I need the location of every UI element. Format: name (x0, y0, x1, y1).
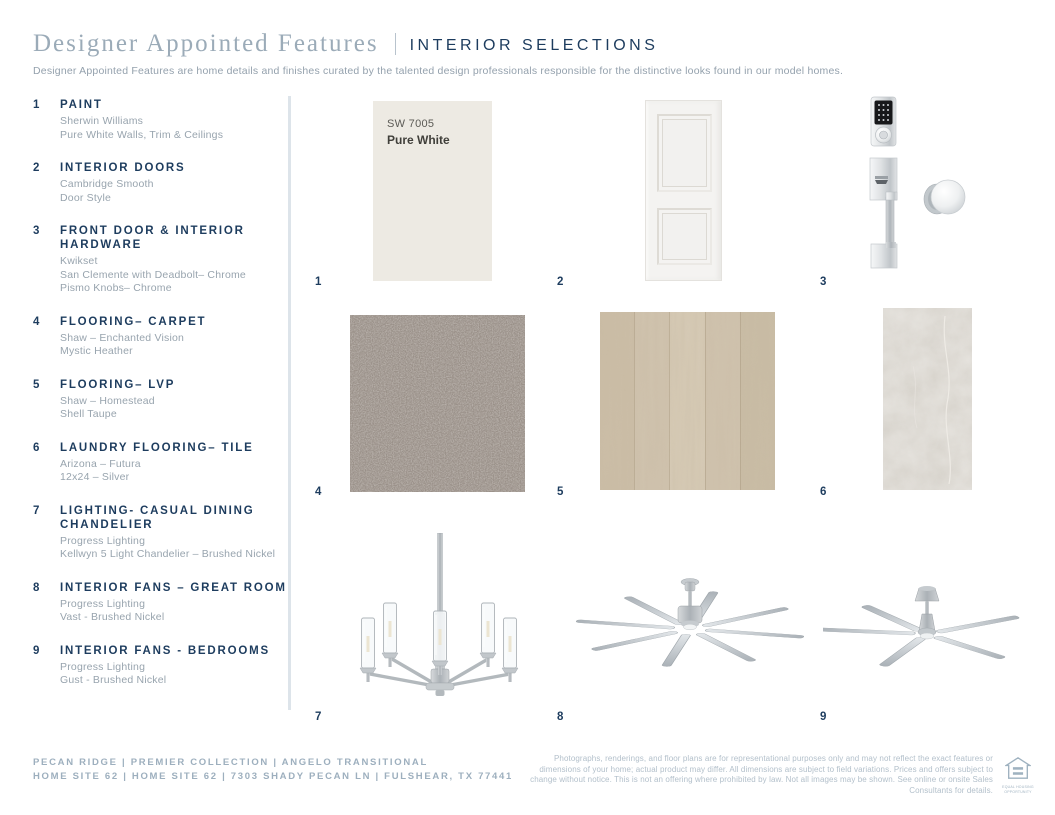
item-number: 8 (33, 581, 40, 594)
item-detail: Kellwyn 5 Light Chandelier – Brushed Nickel (60, 548, 276, 560)
list-item-fans-great-room (33, 581, 287, 625)
item-number: 3 (33, 225, 40, 237)
item-detail: Shaw – Homestead (60, 394, 155, 407)
item-detail: Progress Lighting (60, 660, 146, 673)
footer-community-info (33, 756, 513, 784)
list-item-flooring-lvp (33, 378, 287, 422)
page-header (33, 30, 658, 58)
figure-label-9: 9 (820, 711, 827, 723)
figure-label-6: 6 (820, 486, 827, 498)
footer-community-line: PECAN RIDGE | PREMIER COLLECTION | ANGELO TRANSITIONAL (33, 757, 428, 768)
equal-housing-text-1: EQUAL HOUSING (1002, 785, 1034, 789)
item-title: INTERIOR FANS - BEDROOMS (60, 644, 270, 657)
list-item-flooring-carpet (33, 315, 287, 359)
item-detail: Arizona – Futura (60, 457, 141, 470)
figure-label-7: 7 (315, 711, 322, 723)
footer-homesite-line: HOME SITE 62 | HOME SITE 62 | 7303 SHADY PECAN LN | FULSHEAR, TX 77441 (33, 771, 513, 782)
item-title: FLOORING– LVP (60, 378, 176, 391)
item-title: INTERIOR DOORS (60, 162, 186, 174)
paint-name: Pure White (387, 133, 450, 147)
item-title: FLOORING– CARPET (60, 315, 207, 328)
equal-housing-house-icon (1005, 757, 1031, 779)
item-number: 9 (33, 644, 40, 657)
paint-swatch-image (373, 101, 492, 281)
item-number: 6 (33, 441, 40, 454)
carpet-swatch-image (350, 315, 525, 492)
door-panel-top (657, 114, 712, 192)
bedroom-fan-image (823, 585, 1043, 690)
item-detail: Gust - Brushed Nickel (60, 674, 167, 686)
item-title: LIGHTING- CASUAL DINING CHANDELIER (60, 504, 255, 531)
item-detail: Vast - Brushed Nickel (60, 611, 165, 623)
door-hardware-image (858, 92, 980, 280)
item-detail: Progress Lighting (60, 534, 146, 547)
figure-label-4: 4 (315, 486, 322, 498)
item-title: INTERIOR FANS – GREAT ROOM (60, 581, 287, 594)
paint-code: SW 7005 (387, 118, 435, 130)
list-item-interior-doors (33, 161, 287, 205)
item-detail: Shell Taupe (60, 408, 117, 420)
item-title: PAINT (60, 99, 103, 111)
item-detail: Sherwin Williams (60, 115, 144, 127)
item-detail: Mystic Heather (60, 345, 133, 357)
list-item-laundry-tile (33, 441, 287, 485)
page-title: Designer Appointed Features (33, 30, 379, 57)
item-number: 5 (33, 378, 40, 391)
item-detail: Kwikset (60, 255, 98, 267)
vertical-divider (288, 96, 291, 710)
item-number: 7 (33, 504, 40, 517)
lvp-swatch-image (600, 312, 775, 490)
item-detail: San Clemente with Deadbolt– Chrome (60, 268, 246, 281)
equal-housing-logo (1002, 757, 1034, 794)
page-subtitle: INTERIOR SELECTIONS (409, 36, 659, 54)
item-detail: Pure White Walls, Trim & Ceilings (60, 128, 224, 141)
figure-label-5: 5 (557, 486, 564, 498)
footer-disclaimer: Photographs, renderings, and floor plans are for representational purposes only and may not reflect the exact features or dimensions of your home; actual product may differ. All dimensions are subject to field variations. Prices and offers subject to change without notice. This is not an offering where prohibited by law. Not all images may be shown. See online or onsite Sales Consultants for details. (530, 754, 993, 795)
great-room-fan-image (573, 577, 810, 685)
item-detail: Shaw – Enchanted Vision (60, 331, 185, 344)
chandelier-image (340, 533, 540, 711)
item-number: 2 (33, 162, 40, 174)
tile-swatch-image (883, 308, 972, 490)
figure-label-3: 3 (820, 276, 827, 288)
figure-label-8: 8 (557, 711, 564, 723)
item-detail: Cambridge Smooth (60, 178, 154, 190)
list-item-lighting-chandelier (33, 504, 287, 562)
list-item-paint (33, 98, 287, 142)
item-number: 1 (33, 99, 40, 111)
equal-housing-text-2: OPPORTUNITY (1004, 790, 1032, 794)
figure-label-2: 2 (557, 276, 564, 288)
interior-door-image (645, 100, 722, 281)
item-detail: 12x24 – Silver (60, 471, 130, 483)
item-title: FRONT DOOR & INTERIOR HARDWARE (60, 225, 245, 251)
list-item-front-door-hardware (33, 224, 287, 296)
list-item-fans-bedrooms (33, 644, 287, 688)
item-detail: Progress Lighting (60, 597, 146, 610)
door-panel-bottom (657, 208, 712, 265)
item-title: LAUNDRY FLOORING– TILE (60, 441, 254, 454)
figure-label-1: 1 (315, 276, 322, 288)
page-description: Designer Appointed Features are home details and finishes curated by the talented design professionals responsible for the distinctive looks found in our model homes. (33, 65, 844, 77)
item-number: 4 (33, 315, 40, 328)
selections-list (33, 98, 287, 707)
item-detail: Pismo Knobs– Chrome (60, 282, 172, 294)
header-divider (395, 33, 396, 55)
item-detail: Door Style (60, 191, 112, 204)
